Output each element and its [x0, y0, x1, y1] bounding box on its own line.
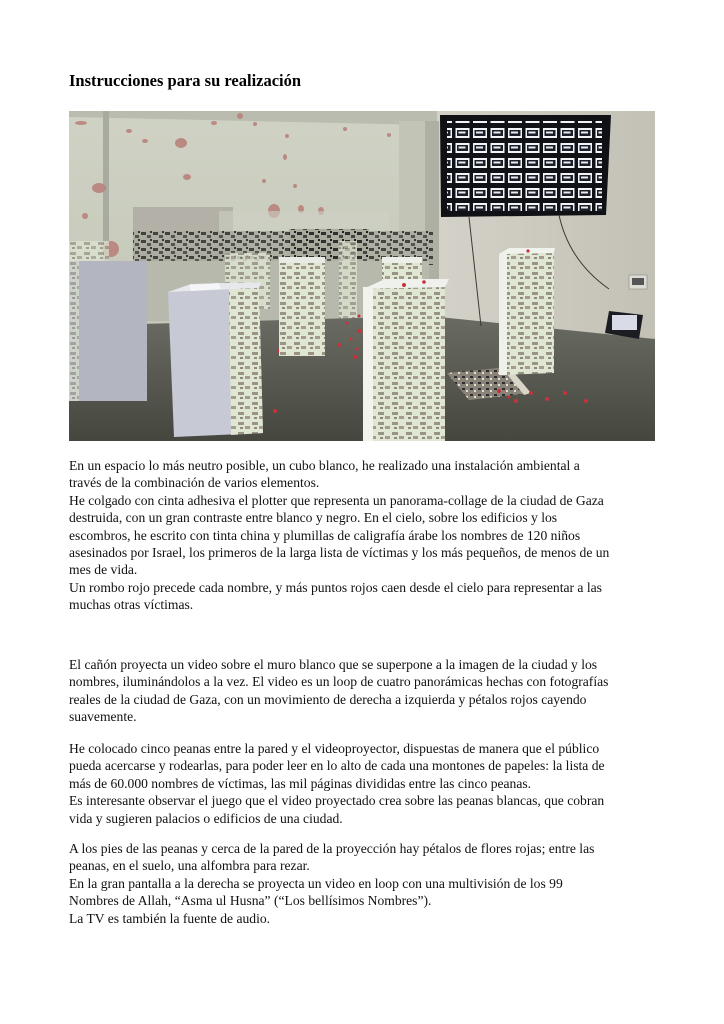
text-line: He colocado cinco peanas entre la pared y el videoproyector, dispuestas de manera que el público	[69, 741, 600, 756]
text-line: reales de la ciudad de Gaza, con un movimiento de derecha a izquierda y pétalos rojos cayendo	[69, 691, 587, 707]
text-line: La TV es también la fuente de audio.	[69, 910, 271, 926]
text-line: A los pies de las peanas y cerca de la pared de la proyección hay pétalos de flores rojas; entre las	[69, 841, 595, 856]
paragraph-plinths	[69, 740, 669, 827]
text-line: En la gran pantalla a la derecha se proyecta un video en loop con una multivisión de los 99	[69, 875, 563, 891]
text-line: destruida, con un gran contraste entre blanco y negro. En el cielo, sobre los edificios y los	[69, 510, 558, 526]
text-line: Nombres de Allah, “Asma ul Husna” (“Los bellísimos Nombres”).	[69, 893, 432, 909]
text-line: vida y sugieren palacios o edificios de una ciudad.	[69, 810, 343, 826]
text-line: asesinados por Israel, los primeros de la larga lista de víctimas y los más pequeños, de menos de un	[69, 545, 610, 561]
text-line: El cañón proyecta un video sobre el muro blanco que se superpone a la imagen de la ciudad y los	[69, 657, 598, 672]
text-line: peanas, en el suelo, una alfombra para rezar.	[69, 858, 310, 874]
text-line: través de la combinación de varios elementos.	[69, 475, 320, 491]
installation-photo-illustration	[69, 111, 655, 441]
paragraph-projection-video	[69, 656, 669, 726]
installation-photo	[69, 111, 655, 441]
text-line: escombros, he escrito con tinta china y plumillas de caligrafía árabe los nombres de 120 niños	[69, 527, 581, 543]
text-line: En un espacio lo más neutro posible, un cubo blanco, he realizado una instalación ambiental a	[69, 458, 580, 473]
text-line: He colgado con cinta adhesiva el plotter que representa un panorama-collage de la ciudad de Gaza	[69, 492, 604, 508]
text-line: suavemente.	[69, 709, 137, 725]
text-line: más de 60.000 nombres de víctimas, las mil páginas divididas entre las cinco peanas.	[69, 775, 532, 791]
page-title: Instrucciones para su realización	[69, 71, 302, 90]
text-line: Un rombo rojo precede cada nombre, y más puntos rojos caen desde el cielo para representar a las	[69, 579, 602, 595]
text-line: pueda acercarse y rodearlas, para poder leer en lo alto de cada una montones de papeles: la lista de	[69, 758, 605, 774]
paragraph-petals-and-screen	[69, 840, 669, 927]
paragraph-installation-intro	[69, 457, 669, 614]
text-line: muchas otras víctimas.	[69, 597, 194, 613]
text-line: Es interesante observar el juego que el video proyectado crea sobre las peanas blancas, que cobran	[69, 793, 605, 809]
text-line: mes de vida.	[69, 562, 138, 578]
text-line: nombres, iluminándolos a la vez. El video es un loop de cuatro panorámicas hechas con fotografías	[69, 674, 609, 690]
